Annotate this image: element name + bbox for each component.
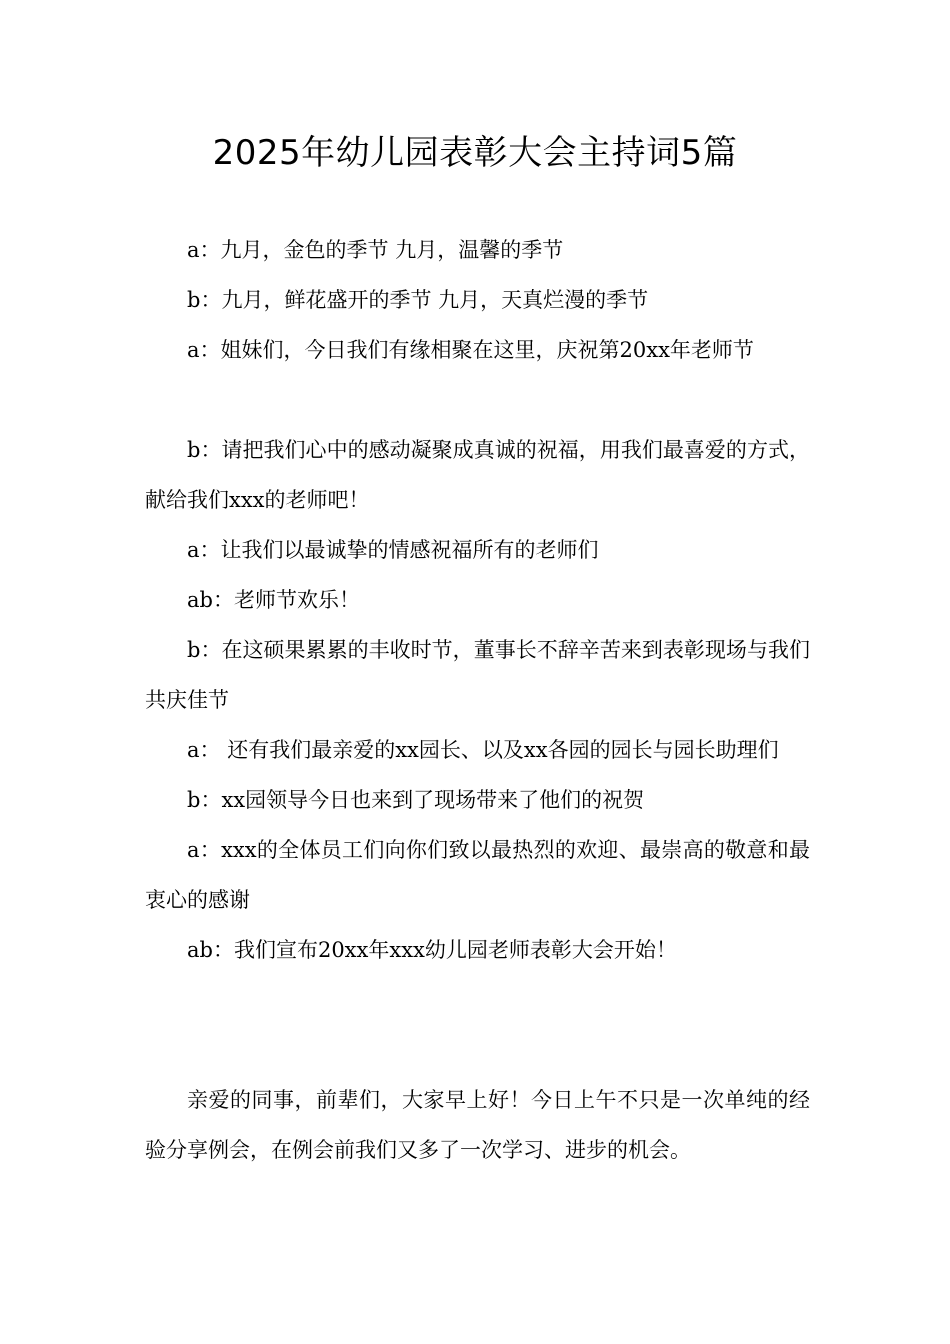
paragraph-4: b：请把我们心中的感动凝聚成真诚的祝福，用我们最喜爱的方式，献给我们xxx的老师吧！ xyxy=(145,438,810,512)
paragraph-9: b：xx园领导今日也来到了现场带来了他们的祝贺 xyxy=(187,788,645,812)
paragraph-6: ab：老师节欢乐！ xyxy=(187,588,360,612)
paragraph-3: a：姐妹们，今日我们有缘相聚在这里，庆祝第20xx年老师节 xyxy=(187,338,754,362)
paragraph-10: a：xxx的全体员工们向你们致以最热烈的欢迎、最崇高的敬意和最衷心的感谢 xyxy=(145,838,810,912)
document-title: 2025年幼儿园表彰大会主持词5篇 xyxy=(212,133,738,173)
paragraph-8: a： 还有我们最亲爱的xx园长、以及xx各园的园长与园长助理们 xyxy=(187,738,779,762)
paragraph-spacer xyxy=(145,375,810,425)
paragraph-12: 亲爱的同事，前辈们，大家早上好！今日上午不只是一次单纯的经验分享例会，在例会前我们又多了一次学习、进步的机会。 xyxy=(145,1088,810,1162)
paragraph-5: a：让我们以最诚挚的情感祝福所有的老师们 xyxy=(187,538,599,562)
paragraph-11: ab：我们宣布20xx年xxx幼儿园老师表彰大会开始！ xyxy=(187,938,677,962)
paragraph-2: b：九月，鲜花盛开的季节 九月，天真烂漫的季节 xyxy=(187,288,649,312)
document-body xyxy=(145,225,810,1175)
paragraph-1: a：九月，金色的季节 九月，温馨的季节 xyxy=(187,238,564,262)
paragraph-7: b：在这硕果累累的丰收时节，董事长不辞辛苦来到表彰现场与我们共庆佳节 xyxy=(145,638,810,712)
section-spacer xyxy=(145,975,810,1075)
